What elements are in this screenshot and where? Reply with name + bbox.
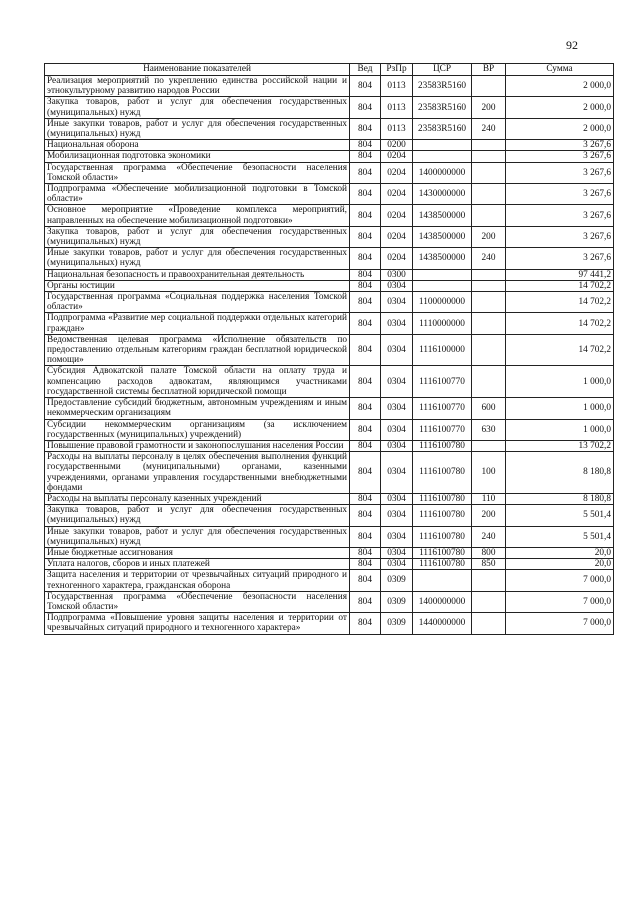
row-vr-cell: 600 — [472, 398, 506, 419]
row-name-cell: Уплата налогов, сборов и иных платежей — [45, 559, 350, 570]
row-csr-cell: 1438500000 — [413, 226, 472, 247]
row-sum-cell: 3 267,6 — [506, 140, 614, 151]
row-csr-cell — [413, 280, 472, 291]
table-row — [45, 97, 614, 118]
row-vr-cell — [472, 184, 506, 205]
row-sum-cell: 14 702,2 — [506, 280, 614, 291]
row-csr-cell: 23583R5160 — [413, 118, 472, 139]
row-sum-cell: 7 000,0 — [506, 570, 614, 591]
table-row — [45, 505, 614, 526]
row-sum-cell: 8 180,8 — [506, 452, 614, 494]
row-name-cell: Иные закупки товаров, работ и услуг для обеспечения государственных (муниципальных) нужд — [45, 248, 350, 269]
row-ved-cell: 804 — [350, 452, 381, 494]
row-vr-cell: 630 — [472, 419, 506, 440]
column-header-csr: ЦСР — [413, 64, 472, 76]
row-ved-cell: 804 — [350, 440, 381, 451]
table-row — [45, 570, 614, 591]
row-sum-cell: 2 000,0 — [506, 118, 614, 139]
row-vr-cell — [472, 292, 506, 313]
row-sum-cell: 14 702,2 — [506, 292, 614, 313]
table-row — [45, 440, 614, 451]
row-name-cell: Государственная программа «Социальная поддержка населения Томской области» — [45, 292, 350, 313]
row-rzpr-cell: 0204 — [381, 205, 413, 226]
table-row — [45, 151, 614, 162]
row-sum-cell: 8 180,8 — [506, 493, 614, 504]
row-ved-cell: 804 — [350, 366, 381, 398]
row-csr-cell: 1116100770 — [413, 419, 472, 440]
table-row — [45, 493, 614, 504]
row-vr-cell — [472, 366, 506, 398]
row-rzpr-cell: 0304 — [381, 493, 413, 504]
row-csr-cell: 1440000000 — [413, 613, 472, 634]
row-vr-cell — [472, 313, 506, 334]
row-rzpr-cell: 0113 — [381, 97, 413, 118]
row-name-cell: Субсидии некоммерческим организациям (за исключением государственных (муниципальных) учреждений) — [45, 419, 350, 440]
row-ved-cell: 804 — [350, 559, 381, 570]
table-row — [45, 419, 614, 440]
row-rzpr-cell: 0304 — [381, 398, 413, 419]
row-name-cell: Субсидия Адвокатской палате Томской области на оплату труда и компенсацию расходов адвокатам, являющимся участниками государственной системы бесплатной юридической помощи — [45, 366, 350, 398]
row-vr-cell — [472, 269, 506, 280]
row-csr-cell: 1400000000 — [413, 162, 472, 183]
table-row — [45, 313, 614, 334]
row-ved-cell: 804 — [350, 419, 381, 440]
table-row — [45, 248, 614, 269]
row-csr-cell: 1438500000 — [413, 248, 472, 269]
row-vr-cell: 240 — [472, 526, 506, 547]
row-rzpr-cell: 0304 — [381, 313, 413, 334]
row-ved-cell: 804 — [350, 184, 381, 205]
table-header-row — [45, 64, 614, 76]
table-row — [45, 559, 614, 570]
row-sum-cell: 3 267,6 — [506, 248, 614, 269]
row-ved-cell: 804 — [350, 97, 381, 118]
row-vr-cell: 200 — [472, 505, 506, 526]
table-row — [45, 226, 614, 247]
row-name-cell: Иные закупки товаров, работ и услуг для обеспечения государственных (муниципальных) нужд — [45, 526, 350, 547]
row-vr-cell — [472, 570, 506, 591]
row-vr-cell — [472, 613, 506, 634]
row-sum-cell: 5 501,4 — [506, 526, 614, 547]
row-rzpr-cell: 0204 — [381, 151, 413, 162]
row-sum-cell: 3 267,6 — [506, 184, 614, 205]
row-csr-cell — [413, 140, 472, 151]
row-sum-cell: 5 501,4 — [506, 505, 614, 526]
table-row — [45, 205, 614, 226]
row-csr-cell: 1116100770 — [413, 366, 472, 398]
row-name-cell: Расходы на выплаты персоналу в целях обеспечения выполнения функций государственными (муниципальными) органами, казенными учреждениями, органами управления государственными внебюджетными фондами — [45, 452, 350, 494]
row-rzpr-cell: 0113 — [381, 76, 413, 97]
table-body — [45, 76, 614, 635]
row-rzpr-cell: 0300 — [381, 269, 413, 280]
row-sum-cell: 97 441,2 — [506, 269, 614, 280]
row-name-cell: Закупка товаров, работ и услуг для обеспечения государственных (муниципальных) нужд — [45, 505, 350, 526]
row-ved-cell: 804 — [350, 280, 381, 291]
column-header-rzpr: РзПр — [381, 64, 413, 76]
table-row — [45, 162, 614, 183]
row-name-cell: Ведомственная целевая программа «Исполнение обязательств по предоставлению отдельным категориям граждан бесплатной юридической помощи» — [45, 334, 350, 366]
table-row — [45, 76, 614, 97]
column-header-name: Наименование показателей — [45, 64, 350, 76]
row-ved-cell: 804 — [350, 526, 381, 547]
row-csr-cell: 1430000000 — [413, 184, 472, 205]
row-name-cell: Национальная оборона — [45, 140, 350, 151]
row-csr-cell: 1116100780 — [413, 559, 472, 570]
row-ved-cell: 804 — [350, 140, 381, 151]
row-name-cell: Подпрограмма «Развитие мер социальной поддержки отдельных категорий граждан» — [45, 313, 350, 334]
column-header-sum: Сумма — [506, 64, 614, 76]
row-rzpr-cell: 0204 — [381, 162, 413, 183]
row-csr-cell: 1116100780 — [413, 493, 472, 504]
row-csr-cell: 1100000000 — [413, 292, 472, 313]
row-rzpr-cell: 0304 — [381, 280, 413, 291]
row-csr-cell: 1438500000 — [413, 205, 472, 226]
row-name-cell: Закупка товаров, работ и услуг для обеспечения государственных (муниципальных) нужд — [45, 97, 350, 118]
row-ved-cell: 804 — [350, 162, 381, 183]
row-name-cell: Иные закупки товаров, работ и услуг для обеспечения государственных (муниципальных) нужд — [45, 118, 350, 139]
row-vr-cell: 200 — [472, 97, 506, 118]
row-ved-cell: 804 — [350, 313, 381, 334]
row-name-cell: Национальная безопасность и правоохранительная деятельность — [45, 269, 350, 280]
row-name-cell: Основное мероприятие «Проведение комплекса мероприятий, направленных на обеспечение мобилизационной подготовки» — [45, 205, 350, 226]
row-ved-cell: 804 — [350, 334, 381, 366]
row-ved-cell: 804 — [350, 547, 381, 558]
table-row — [45, 269, 614, 280]
table-row — [45, 452, 614, 494]
row-csr-cell: 1400000000 — [413, 591, 472, 612]
row-vr-cell: 240 — [472, 248, 506, 269]
row-vr-cell — [472, 151, 506, 162]
row-csr-cell: 1116100780 — [413, 526, 472, 547]
row-rzpr-cell: 0304 — [381, 505, 413, 526]
row-sum-cell: 14 702,2 — [506, 313, 614, 334]
row-vr-cell: 100 — [472, 452, 506, 494]
table-row — [45, 184, 614, 205]
row-sum-cell: 7 000,0 — [506, 613, 614, 634]
row-name-cell: Защита населения и территории от чрезвычайных ситуаций природного и техногенного характера, гражданская оборона — [45, 570, 350, 591]
row-name-cell: Органы юстиции — [45, 280, 350, 291]
table-row — [45, 526, 614, 547]
row-ved-cell: 804 — [350, 292, 381, 313]
row-csr-cell: 1110000000 — [413, 313, 472, 334]
row-sum-cell: 13 702,2 — [506, 440, 614, 451]
row-sum-cell: 20,0 — [506, 547, 614, 558]
row-rzpr-cell: 0304 — [381, 547, 413, 558]
row-sum-cell: 3 267,6 — [506, 226, 614, 247]
row-csr-cell: 1116100770 — [413, 398, 472, 419]
row-vr-cell — [472, 440, 506, 451]
row-ved-cell: 804 — [350, 398, 381, 419]
row-name-cell: Предоставление субсидий бюджетным, автономным учреждениям и иным некоммерческим организациям — [45, 398, 350, 419]
row-sum-cell: 7 000,0 — [506, 591, 614, 612]
row-vr-cell — [472, 76, 506, 97]
table-row — [45, 547, 614, 558]
row-rzpr-cell: 0304 — [381, 559, 413, 570]
table-row — [45, 334, 614, 366]
row-rzpr-cell: 0304 — [381, 292, 413, 313]
row-csr-cell: 23583R5160 — [413, 76, 472, 97]
row-rzpr-cell: 0304 — [381, 334, 413, 366]
table-row — [45, 366, 614, 398]
row-name-cell: Расходы на выплаты персоналу казенных учреждений — [45, 493, 350, 504]
row-ved-cell: 804 — [350, 76, 381, 97]
row-rzpr-cell: 0204 — [381, 248, 413, 269]
row-sum-cell: 3 267,6 — [506, 151, 614, 162]
row-name-cell: Повышение правовой грамотности и законопослушания населения России — [45, 440, 350, 451]
table-row — [45, 280, 614, 291]
row-name-cell: Иные бюджетные ассигнования — [45, 547, 350, 558]
row-name-cell: Подпрограмма «Повышение уровня защиты населения и территории от чрезвычайных ситуаций природного и техногенного характера» — [45, 613, 350, 634]
table-row — [45, 613, 614, 634]
budget-table — [44, 63, 614, 635]
row-rzpr-cell: 0304 — [381, 419, 413, 440]
row-vr-cell: 240 — [472, 118, 506, 139]
row-name-cell: Реализация мероприятий по укреплению единства российской нации и этнокультурному развитию народов России — [45, 76, 350, 97]
row-rzpr-cell: 0304 — [381, 366, 413, 398]
row-csr-cell — [413, 570, 472, 591]
row-ved-cell: 804 — [350, 151, 381, 162]
page-number: 92 — [566, 38, 578, 52]
column-header-vr: ВР — [472, 64, 506, 76]
row-vr-cell: 850 — [472, 559, 506, 570]
row-ved-cell: 804 — [350, 205, 381, 226]
row-sum-cell: 2 000,0 — [506, 76, 614, 97]
row-ved-cell: 804 — [350, 226, 381, 247]
row-sum-cell: 1 000,0 — [506, 419, 614, 440]
row-name-cell: Мобилизационная подготовка экономики — [45, 151, 350, 162]
row-ved-cell: 804 — [350, 269, 381, 280]
table-row — [45, 118, 614, 139]
row-ved-cell: 804 — [350, 248, 381, 269]
row-vr-cell — [472, 162, 506, 183]
row-sum-cell: 3 267,6 — [506, 205, 614, 226]
row-sum-cell: 14 702,2 — [506, 334, 614, 366]
row-ved-cell: 804 — [350, 591, 381, 612]
row-csr-cell: 1116100780 — [413, 452, 472, 494]
row-rzpr-cell: 0304 — [381, 440, 413, 451]
row-rzpr-cell: 0309 — [381, 570, 413, 591]
table-row — [45, 140, 614, 151]
table-row — [45, 591, 614, 612]
row-name-cell: Подпрограмма «Обеспечение мобилизационной подготовки в Томской области» — [45, 184, 350, 205]
row-vr-cell: 800 — [472, 547, 506, 558]
row-rzpr-cell: 0309 — [381, 613, 413, 634]
row-sum-cell: 1 000,0 — [506, 366, 614, 398]
row-vr-cell: 110 — [472, 493, 506, 504]
row-name-cell: Государственная программа «Обеспечение безопасности населения Томской области» — [45, 591, 350, 612]
row-sum-cell: 20,0 — [506, 559, 614, 570]
row-ved-cell: 804 — [350, 505, 381, 526]
row-csr-cell: 1116100780 — [413, 547, 472, 558]
row-vr-cell — [472, 591, 506, 612]
row-rzpr-cell: 0304 — [381, 452, 413, 494]
row-sum-cell: 1 000,0 — [506, 398, 614, 419]
row-sum-cell: 3 267,6 — [506, 162, 614, 183]
row-rzpr-cell: 0204 — [381, 226, 413, 247]
row-csr-cell — [413, 151, 472, 162]
row-name-cell: Закупка товаров, работ и услуг для обеспечения государственных (муниципальных) нужд — [45, 226, 350, 247]
row-vr-cell — [472, 280, 506, 291]
row-rzpr-cell: 0200 — [381, 140, 413, 151]
row-rzpr-cell: 0304 — [381, 526, 413, 547]
row-vr-cell — [472, 205, 506, 226]
row-ved-cell: 804 — [350, 493, 381, 504]
row-rzpr-cell: 0309 — [381, 591, 413, 612]
table-row — [45, 398, 614, 419]
row-vr-cell — [472, 140, 506, 151]
row-vr-cell: 200 — [472, 226, 506, 247]
row-sum-cell: 2 000,0 — [506, 97, 614, 118]
row-vr-cell — [472, 334, 506, 366]
row-csr-cell: 23583R5160 — [413, 97, 472, 118]
row-name-cell: Государственная программа «Обеспечение безопасности населения Томской области» — [45, 162, 350, 183]
row-ved-cell: 804 — [350, 570, 381, 591]
row-ved-cell: 804 — [350, 118, 381, 139]
column-header-ved: Вед — [350, 64, 381, 76]
row-rzpr-cell: 0113 — [381, 118, 413, 139]
row-csr-cell: 1116100000 — [413, 334, 472, 366]
table-row — [45, 292, 614, 313]
row-csr-cell: 1116100780 — [413, 440, 472, 451]
row-csr-cell — [413, 269, 472, 280]
row-csr-cell: 1116100780 — [413, 505, 472, 526]
row-rzpr-cell: 0204 — [381, 184, 413, 205]
row-ved-cell: 804 — [350, 613, 381, 634]
